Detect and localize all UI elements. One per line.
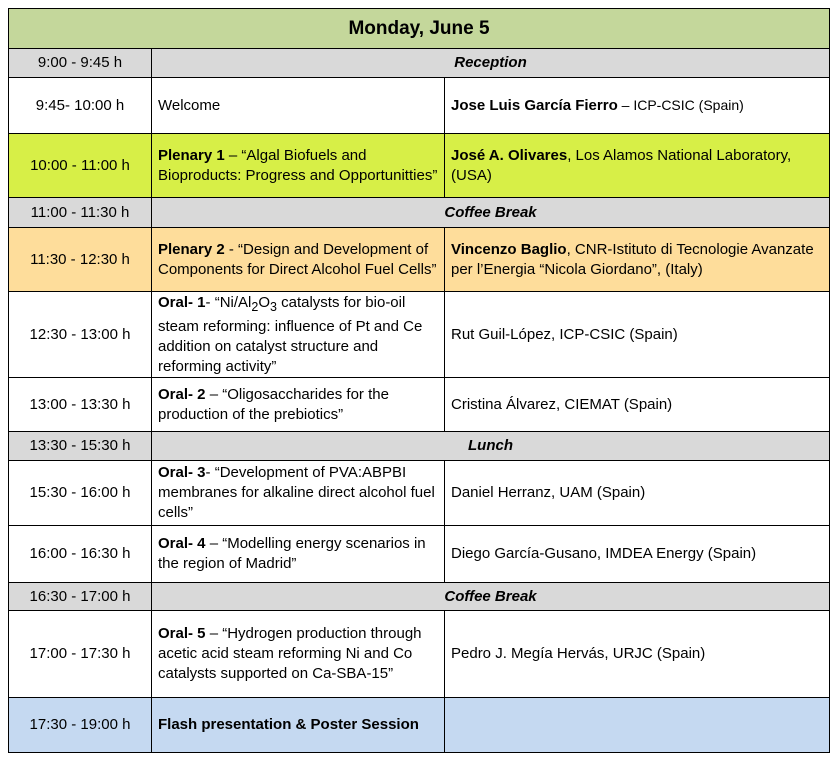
reception-label: Reception bbox=[152, 49, 830, 78]
time-cell: 13:30 - 15:30 h bbox=[9, 432, 152, 461]
speaker-cell bbox=[445, 228, 830, 292]
talk-title: - “Design and Development of Components for Direct Alcohol Fuel Cells” bbox=[158, 240, 437, 278]
talk-cell: Welcome bbox=[152, 78, 445, 134]
talk-cell bbox=[152, 134, 445, 198]
time-cell: 10:00 - 11:00 h bbox=[9, 134, 152, 198]
time-cell: 16:00 - 16:30 h bbox=[9, 526, 152, 583]
schedule-row-flash-poster bbox=[9, 698, 830, 753]
talk-cell bbox=[152, 698, 445, 753]
speaker-cell bbox=[445, 698, 830, 753]
talk-cell bbox=[152, 228, 445, 292]
coffee-break-label: Coffee Break bbox=[152, 198, 830, 228]
schedule-row-coffee-break-1 bbox=[9, 198, 830, 228]
talk-cell bbox=[152, 461, 445, 526]
speaker-name: Jose Luis García Fierro bbox=[451, 97, 618, 114]
coffee-break-label: Coffee Break bbox=[152, 583, 830, 611]
schedule-row-oral-1 bbox=[9, 292, 830, 378]
talk-type: Oral- 1 bbox=[158, 293, 206, 311]
schedule-row-coffee-break-2 bbox=[9, 583, 830, 611]
time-cell: 13:00 - 13:30 h bbox=[9, 378, 152, 432]
talk-type: Oral- 2 bbox=[158, 385, 206, 403]
schedule-table bbox=[8, 8, 830, 753]
talk-title: – “Oligosaccharides for the production of the prebiotics” bbox=[158, 385, 389, 423]
speaker-affiliation: , CNR-Istituto di Tecnologie Avanzate per l’Energia “Nicola Giordano”, (Italy) bbox=[451, 240, 814, 278]
speaker-cell: Diego García-Gusano, IMDEA Energy (Spain) bbox=[445, 526, 830, 583]
talk-title: – “Hydrogen production through acetic acid steam reforming Ni and Co catalysts supported on Ca-SBA-15” bbox=[158, 625, 422, 682]
time-cell: 17:30 - 19:00 h bbox=[9, 698, 152, 753]
speaker-affiliation: , Los Alamos National Laboratory, (USA) bbox=[451, 146, 792, 184]
talk-type: Oral- 4 bbox=[158, 535, 206, 552]
schedule-row-oral-4 bbox=[9, 526, 830, 583]
time-cell: 15:30 - 16:00 h bbox=[9, 461, 152, 526]
day-header-row bbox=[9, 9, 830, 49]
speaker-cell bbox=[445, 78, 830, 134]
schedule-row-oral-2 bbox=[9, 378, 830, 432]
lunch-label: Lunch bbox=[152, 432, 830, 461]
talk-title: - “Development of PVA:ABPBI membranes for alkaline direct alcohol fuel cells” bbox=[158, 464, 435, 521]
speaker-name: José A. Olivares bbox=[451, 146, 568, 164]
schedule-row-plenary-1 bbox=[9, 134, 830, 198]
speaker-cell: Rut Guil-López, ICP-CSIC (Spain) bbox=[445, 292, 830, 378]
talk-type: Oral- 5 bbox=[158, 625, 206, 642]
time-cell: 12:30 - 13:00 h bbox=[9, 292, 152, 378]
day-title: Monday, June 5 bbox=[9, 9, 830, 49]
time-cell: 9:00 - 9:45 h bbox=[9, 49, 152, 78]
speaker-name: Vincenzo Baglio bbox=[451, 240, 567, 258]
schedule-row-lunch bbox=[9, 432, 830, 461]
time-cell: 16:30 - 17:00 h bbox=[9, 583, 152, 611]
talk-type: Plenary 2 bbox=[158, 240, 225, 258]
speaker-cell bbox=[445, 134, 830, 198]
speaker-cell: Daniel Herranz, UAM (Spain) bbox=[445, 461, 830, 526]
speaker-affiliation: – ICP-CSIC (Spain) bbox=[617, 97, 744, 113]
time-cell: 9:45- 10:00 h bbox=[9, 78, 152, 134]
talk-title: – “Modelling energy scenarios in the region of Madrid” bbox=[158, 535, 426, 572]
talk-cell bbox=[152, 292, 445, 378]
schedule-row-welcome bbox=[9, 78, 830, 134]
talk-title: - “$Ni/Al_2O_3$ catalysts for bio-oil steam reforming: influence of Pt and Ce addition on catalyst structure and reforming activity” bbox=[158, 293, 423, 375]
schedule-row-reception bbox=[9, 49, 830, 78]
talk-title: – “Algal Biofuels and Bioproducts: Progress and Opportunitties” bbox=[158, 146, 438, 184]
talk-cell bbox=[152, 378, 445, 432]
talk-type: Oral- 3 bbox=[158, 464, 206, 481]
schedule-row-oral-3 bbox=[9, 461, 830, 526]
talk-title: Flash presentation & Poster Session bbox=[158, 716, 419, 733]
speaker-cell: Cristina Álvarez, CIEMAT (Spain) bbox=[445, 378, 830, 432]
talk-cell bbox=[152, 526, 445, 583]
time-cell: 11:30 - 12:30 h bbox=[9, 228, 152, 292]
time-cell: 11:00 - 11:30 h bbox=[9, 198, 152, 228]
speaker-cell: Pedro J. Megía Hervás, URJC (Spain) bbox=[445, 611, 830, 698]
talk-type: Plenary 1 bbox=[158, 146, 225, 164]
time-cell: 17:00 - 17:30 h bbox=[9, 611, 152, 698]
talk-cell bbox=[152, 611, 445, 698]
schedule-row-oral-5 bbox=[9, 611, 830, 698]
schedule-row-plenary-2 bbox=[9, 228, 830, 292]
